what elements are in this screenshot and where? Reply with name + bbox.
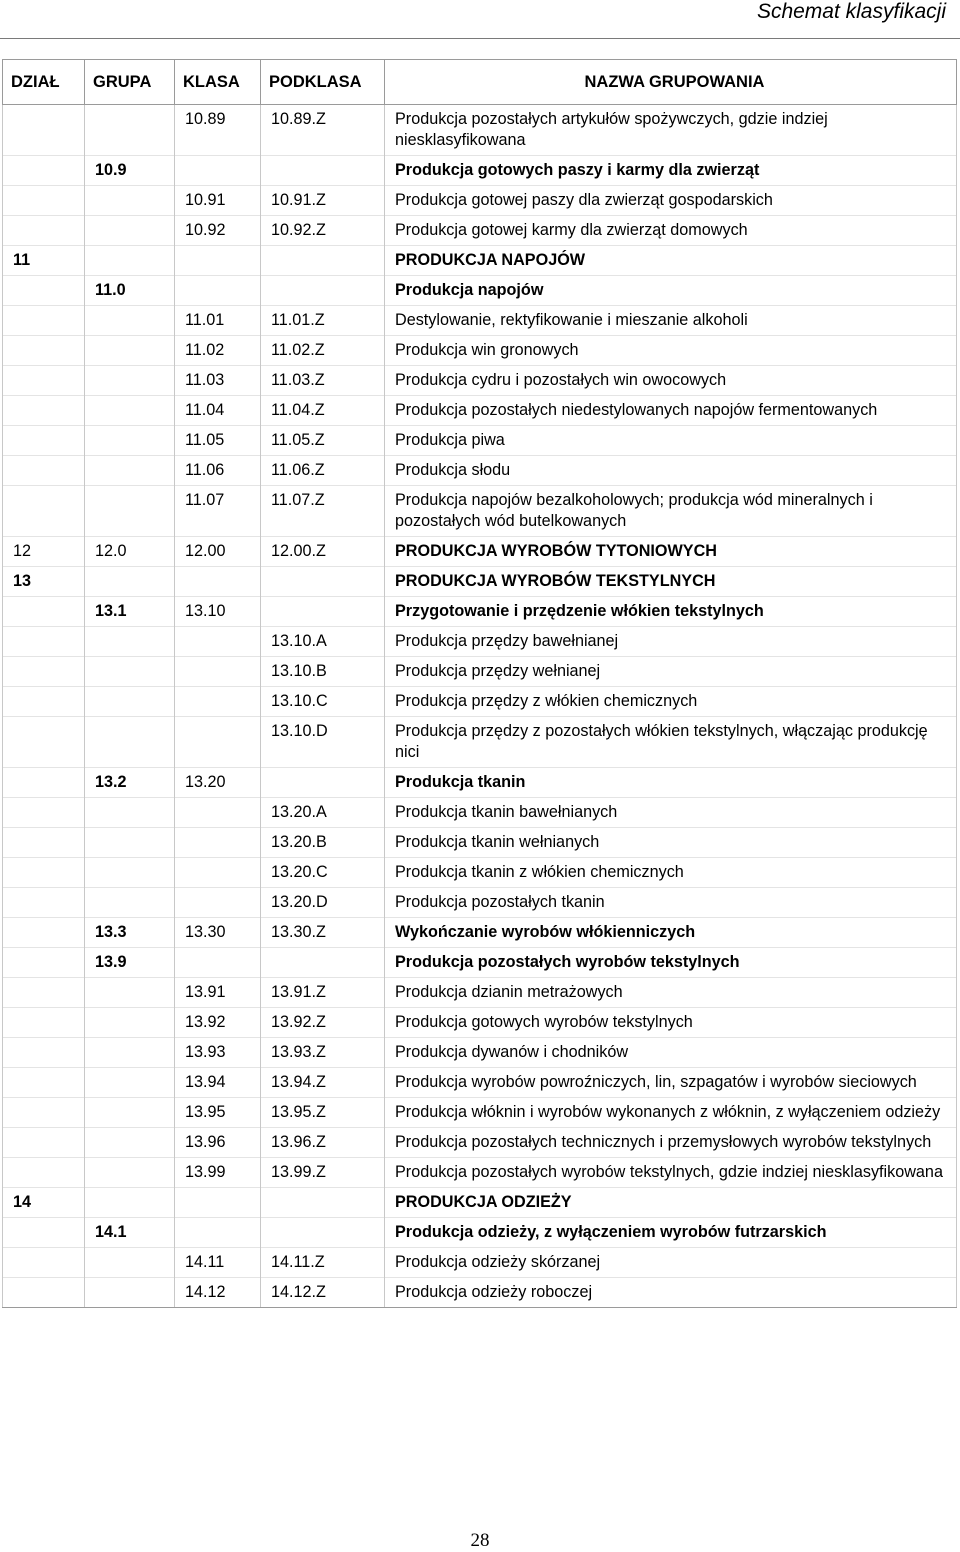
cell-klasa	[175, 627, 261, 657]
cell-dzial	[3, 798, 85, 828]
cell-grupa	[85, 978, 175, 1008]
cell-grupa	[85, 1158, 175, 1188]
cell-grupa	[85, 105, 175, 156]
cell-podklasa: 13.10.C	[261, 687, 385, 717]
cell-nazwa: Produkcja napojów	[385, 276, 957, 306]
cell-grupa	[85, 627, 175, 657]
cell-nazwa: Produkcja gotowych paszy i karmy dla zwierząt	[385, 156, 957, 186]
cell-podklasa: 10.91.Z	[261, 186, 385, 216]
cell-nazwa: PRODUKCJA WYROBÓW TEKSTYLNYCH	[385, 567, 957, 597]
cell-grupa: 10.9	[85, 156, 175, 186]
cell-dzial	[3, 426, 85, 456]
cell-nazwa: Produkcja przędzy z pozostałych włókien tekstylnych, włączając produkcję nici	[385, 717, 957, 768]
table-row	[3, 627, 957, 657]
cell-grupa	[85, 1248, 175, 1278]
cell-klasa	[175, 948, 261, 978]
cell-dzial	[3, 396, 85, 426]
cell-klasa: 13.10	[175, 597, 261, 627]
cell-grupa: 14.1	[85, 1218, 175, 1248]
cell-grupa	[85, 1068, 175, 1098]
cell-dzial	[3, 366, 85, 396]
cell-podklasa	[261, 276, 385, 306]
cell-dzial: 11	[3, 246, 85, 276]
cell-podklasa: 12.00.Z	[261, 537, 385, 567]
cell-podklasa: 13.92.Z	[261, 1008, 385, 1038]
cell-klasa: 11.02	[175, 336, 261, 366]
cell-klasa: 11.04	[175, 396, 261, 426]
table-row	[3, 657, 957, 687]
cell-podklasa: 13.10.D	[261, 717, 385, 768]
cell-dzial	[3, 456, 85, 486]
cell-nazwa: Produkcja tkanin	[385, 768, 957, 798]
cell-nazwa: Produkcja przędzy bawełnianej	[385, 627, 957, 657]
cell-klasa: 13.93	[175, 1038, 261, 1068]
cell-podklasa	[261, 567, 385, 597]
cell-klasa: 11.07	[175, 486, 261, 537]
cell-grupa: 13.9	[85, 948, 175, 978]
cell-dzial	[3, 918, 85, 948]
cell-dzial	[3, 1278, 85, 1308]
cell-klasa	[175, 828, 261, 858]
cell-klasa	[175, 246, 261, 276]
table-header-row	[3, 60, 957, 105]
cell-klasa: 10.91	[175, 186, 261, 216]
cell-klasa	[175, 276, 261, 306]
cell-dzial	[3, 687, 85, 717]
cell-nazwa: Produkcja tkanin z włókien chemicznych	[385, 858, 957, 888]
cell-podklasa: 13.10.B	[261, 657, 385, 687]
table-row	[3, 366, 957, 396]
cell-grupa	[85, 486, 175, 537]
cell-klasa	[175, 687, 261, 717]
cell-grupa	[85, 888, 175, 918]
cell-podklasa: 13.93.Z	[261, 1038, 385, 1068]
table-row	[3, 948, 957, 978]
cell-klasa: 11.03	[175, 366, 261, 396]
cell-podklasa: 13.20.D	[261, 888, 385, 918]
cell-grupa	[85, 1128, 175, 1158]
cell-nazwa: Produkcja odzieży, z wyłączeniem wyrobów futrzarskich	[385, 1218, 957, 1248]
cell-nazwa: Produkcja przędzy wełnianej	[385, 657, 957, 687]
table-row	[3, 537, 957, 567]
cell-klasa: 14.11	[175, 1248, 261, 1278]
cell-nazwa: Produkcja dywanów i chodników	[385, 1038, 957, 1068]
cell-dzial	[3, 1218, 85, 1248]
cell-podklasa	[261, 948, 385, 978]
cell-dzial	[3, 1248, 85, 1278]
cell-podklasa	[261, 768, 385, 798]
cell-podklasa: 10.89.Z	[261, 105, 385, 156]
cell-grupa	[85, 426, 175, 456]
cell-podklasa: 13.30.Z	[261, 918, 385, 948]
cell-grupa	[85, 1188, 175, 1218]
cell-podklasa: 11.07.Z	[261, 486, 385, 537]
table-row	[3, 768, 957, 798]
cell-klasa: 13.30	[175, 918, 261, 948]
column-header-klasa: KLASA	[175, 60, 261, 105]
cell-grupa	[85, 1278, 175, 1308]
cell-grupa	[85, 828, 175, 858]
cell-podklasa: 13.10.A	[261, 627, 385, 657]
cell-nazwa: Wykończanie wyrobów włókienniczych	[385, 918, 957, 948]
table-row	[3, 567, 957, 597]
column-header-nazwa: NAZWA GRUPOWANIA	[385, 60, 957, 105]
cell-nazwa: Produkcja tkanin bawełnianych	[385, 798, 957, 828]
cell-dzial: 14	[3, 1188, 85, 1218]
table-row	[3, 216, 957, 246]
cell-podklasa: 13.94.Z	[261, 1068, 385, 1098]
table-row	[3, 156, 957, 186]
cell-klasa: 13.94	[175, 1068, 261, 1098]
cell-podklasa: 11.03.Z	[261, 366, 385, 396]
cell-dzial	[3, 627, 85, 657]
cell-klasa	[175, 1188, 261, 1218]
cell-grupa	[85, 717, 175, 768]
cell-nazwa: Destylowanie, rektyfikowanie i mieszanie alkoholi	[385, 306, 957, 336]
table-row	[3, 798, 957, 828]
table-body	[3, 105, 957, 1308]
cell-podklasa: 13.96.Z	[261, 1128, 385, 1158]
cell-klasa: 13.92	[175, 1008, 261, 1038]
table-row	[3, 828, 957, 858]
cell-klasa: 13.20	[175, 768, 261, 798]
cell-nazwa: PRODUKCJA WYROBÓW TYTONIOWYCH	[385, 537, 957, 567]
cell-podklasa: 11.06.Z	[261, 456, 385, 486]
table-row	[3, 1218, 957, 1248]
cell-nazwa: Produkcja pozostałych technicznych i przemysłowych wyrobów tekstylnych	[385, 1128, 957, 1158]
cell-grupa	[85, 1098, 175, 1128]
cell-grupa: 13.2	[85, 768, 175, 798]
table-row	[3, 1038, 957, 1068]
table-row	[3, 1068, 957, 1098]
cell-klasa	[175, 717, 261, 768]
cell-grupa	[85, 456, 175, 486]
table-row	[3, 456, 957, 486]
cell-dzial	[3, 597, 85, 627]
cell-klasa	[175, 657, 261, 687]
cell-dzial	[3, 828, 85, 858]
cell-dzial	[3, 1098, 85, 1128]
cell-klasa	[175, 1218, 261, 1248]
cell-podklasa: 10.92.Z	[261, 216, 385, 246]
table-row	[3, 336, 957, 366]
cell-nazwa: Produkcja gotowej karmy dla zwierząt domowych	[385, 216, 957, 246]
cell-podklasa: 13.91.Z	[261, 978, 385, 1008]
cell-podklasa: 11.04.Z	[261, 396, 385, 426]
cell-nazwa: Produkcja pozostałych niedestylowanych napojów fermentowanych	[385, 396, 957, 426]
cell-grupa	[85, 216, 175, 246]
cell-dzial	[3, 105, 85, 156]
table-row	[3, 1158, 957, 1188]
cell-grupa: 13.1	[85, 597, 175, 627]
cell-nazwa: Produkcja pozostałych artykułów spożywczych, gdzie indziej niesklasyfikowana	[385, 105, 957, 156]
cell-nazwa: Produkcja napojów bezalkoholowych; produkcja wód mineralnych i pozostałych wód butelkowanych	[385, 486, 957, 537]
table-row	[3, 105, 957, 156]
column-header-grupa: GRUPA	[85, 60, 175, 105]
cell-dzial	[3, 276, 85, 306]
table-row	[3, 918, 957, 948]
cell-grupa	[85, 687, 175, 717]
cell-podklasa	[261, 1188, 385, 1218]
table-row	[3, 426, 957, 456]
classification-table	[2, 59, 957, 1308]
cell-dzial	[3, 486, 85, 537]
table-row	[3, 597, 957, 627]
cell-nazwa: Produkcja cydru i pozostałych win owocowych	[385, 366, 957, 396]
cell-podklasa: 13.20.C	[261, 858, 385, 888]
cell-nazwa: Produkcja pozostałych tkanin	[385, 888, 957, 918]
cell-nazwa: Produkcja gotowej paszy dla zwierząt gospodarskich	[385, 186, 957, 216]
table-row	[3, 486, 957, 537]
cell-grupa	[85, 657, 175, 687]
cell-klasa: 10.92	[175, 216, 261, 246]
cell-nazwa: Produkcja gotowych wyrobów tekstylnych	[385, 1008, 957, 1038]
cell-dzial	[3, 1128, 85, 1158]
cell-podklasa: 14.12.Z	[261, 1278, 385, 1308]
cell-dzial	[3, 156, 85, 186]
table-row	[3, 717, 957, 768]
cell-klasa: 13.95	[175, 1098, 261, 1128]
cell-nazwa: Produkcja włóknin i wyrobów wykonanych z włóknin, z wyłączeniem odzieży	[385, 1098, 957, 1128]
cell-nazwa: Produkcja słodu	[385, 456, 957, 486]
cell-nazwa: Produkcja win gronowych	[385, 336, 957, 366]
cell-podklasa: 11.02.Z	[261, 336, 385, 366]
page-number: 28	[470, 1530, 490, 1551]
cell-dzial	[3, 186, 85, 216]
cell-klasa: 13.99	[175, 1158, 261, 1188]
cell-klasa: 12.00	[175, 537, 261, 567]
cell-grupa	[85, 366, 175, 396]
cell-grupa	[85, 306, 175, 336]
cell-dzial	[3, 1038, 85, 1068]
cell-grupa	[85, 1038, 175, 1068]
cell-podklasa: 11.05.Z	[261, 426, 385, 456]
cell-dzial	[3, 216, 85, 246]
cell-nazwa: Produkcja wyrobów powroźniczych, lin, szpagatów i wyrobów sieciowych	[385, 1068, 957, 1098]
table-row	[3, 1278, 957, 1308]
cell-podklasa: 13.99.Z	[261, 1158, 385, 1188]
cell-grupa	[85, 246, 175, 276]
header-divider	[0, 38, 960, 39]
cell-nazwa: Produkcja tkanin wełnianych	[385, 828, 957, 858]
cell-dzial	[3, 657, 85, 687]
cell-dzial	[3, 306, 85, 336]
table-row	[3, 687, 957, 717]
cell-dzial	[3, 336, 85, 366]
table-row	[3, 306, 957, 336]
cell-dzial	[3, 717, 85, 768]
cell-klasa	[175, 858, 261, 888]
cell-klasa	[175, 567, 261, 597]
cell-klasa: 11.06	[175, 456, 261, 486]
cell-grupa	[85, 567, 175, 597]
cell-nazwa: PRODUKCJA NAPOJÓW	[385, 246, 957, 276]
cell-podklasa: 13.20.A	[261, 798, 385, 828]
cell-nazwa: Produkcja przędzy z włókien chemicznych	[385, 687, 957, 717]
cell-klasa	[175, 798, 261, 828]
cell-grupa	[85, 336, 175, 366]
table-row	[3, 1188, 957, 1218]
cell-dzial	[3, 768, 85, 798]
table-row	[3, 1098, 957, 1128]
cell-nazwa: Przygotowanie i przędzenie włókien tekstylnych	[385, 597, 957, 627]
table-row	[3, 888, 957, 918]
cell-grupa	[85, 186, 175, 216]
table-row	[3, 276, 957, 306]
cell-dzial	[3, 978, 85, 1008]
cell-klasa: 11.05	[175, 426, 261, 456]
cell-podklasa	[261, 246, 385, 276]
cell-podklasa: 13.95.Z	[261, 1098, 385, 1128]
cell-grupa: 11.0	[85, 276, 175, 306]
cell-nazwa: Produkcja odzieży roboczej	[385, 1278, 957, 1308]
table-row	[3, 186, 957, 216]
cell-dzial	[3, 888, 85, 918]
cell-nazwa: Produkcja pozostałych wyrobów tekstylnych, gdzie indziej niesklasyfikowana	[385, 1158, 957, 1188]
cell-nazwa: Produkcja piwa	[385, 426, 957, 456]
cell-klasa	[175, 156, 261, 186]
cell-klasa	[175, 888, 261, 918]
cell-dzial: 13	[3, 567, 85, 597]
cell-nazwa: Produkcja dzianin metrażowych	[385, 978, 957, 1008]
cell-nazwa: PRODUKCJA ODZIEŻY	[385, 1188, 957, 1218]
cell-podklasa	[261, 597, 385, 627]
column-header-dzial: DZIAŁ	[3, 60, 85, 105]
cell-grupa	[85, 858, 175, 888]
table-row	[3, 978, 957, 1008]
cell-grupa	[85, 1008, 175, 1038]
cell-podklasa	[261, 1218, 385, 1248]
column-header-podklasa: PODKLASA	[261, 60, 385, 105]
cell-podklasa: 13.20.B	[261, 828, 385, 858]
cell-grupa	[85, 396, 175, 426]
table-row	[3, 858, 957, 888]
cell-dzial	[3, 948, 85, 978]
cell-podklasa: 14.11.Z	[261, 1248, 385, 1278]
cell-grupa: 12.0	[85, 537, 175, 567]
cell-klasa: 11.01	[175, 306, 261, 336]
cell-grupa	[85, 798, 175, 828]
cell-nazwa: Produkcja odzieży skórzanej	[385, 1248, 957, 1278]
cell-grupa: 13.3	[85, 918, 175, 948]
cell-dzial: 12	[3, 537, 85, 567]
table-row	[3, 396, 957, 426]
cell-podklasa	[261, 156, 385, 186]
cell-klasa: 14.12	[175, 1278, 261, 1308]
cell-nazwa: Produkcja pozostałych wyrobów tekstylnych	[385, 948, 957, 978]
table-row	[3, 1128, 957, 1158]
cell-podklasa: 11.01.Z	[261, 306, 385, 336]
cell-dzial	[3, 1068, 85, 1098]
table-row	[3, 1008, 957, 1038]
cell-dzial	[3, 1158, 85, 1188]
table-row	[3, 1248, 957, 1278]
page-header-title: Schemat klasyfikacji	[756, 0, 946, 23]
table-row	[3, 246, 957, 276]
cell-dzial	[3, 858, 85, 888]
cell-klasa: 10.89	[175, 105, 261, 156]
cell-klasa: 13.96	[175, 1128, 261, 1158]
cell-klasa: 13.91	[175, 978, 261, 1008]
cell-dzial	[3, 1008, 85, 1038]
